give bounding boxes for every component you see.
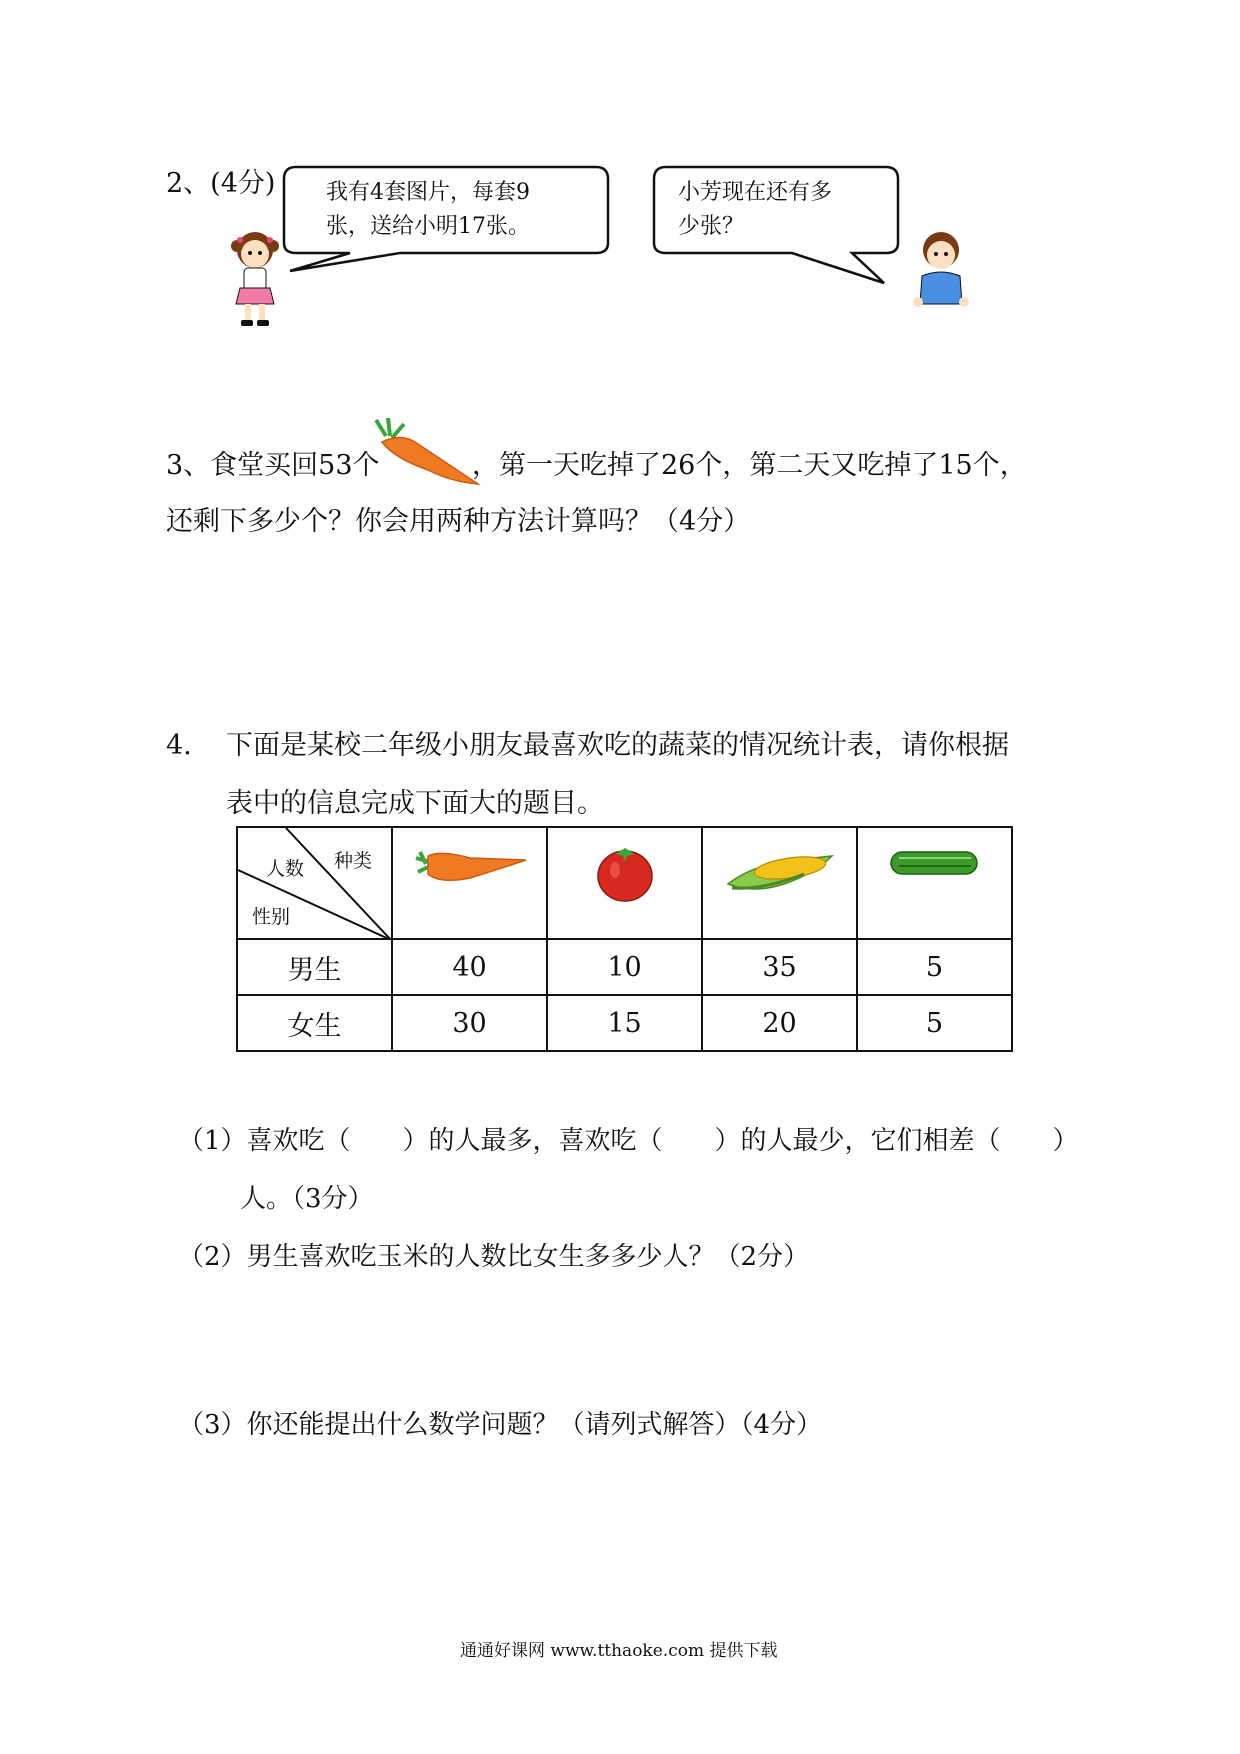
page-footer: 通通好课网 www.tthaoke.com 提供下载: [460, 1641, 778, 1661]
girl-bubble-line1: 我有4套图片，每套9: [326, 180, 530, 205]
q4-line1: 下面是某校二年级小朋友最喜欢吃的蔬菜的情况统计表，请你根据: [226, 730, 1009, 761]
girl-bubble-line2: 张，送给小明17张。: [326, 214, 530, 239]
q4-sub2: （2）男生喜欢吃玉米的人数比女生多多少人？（2分）: [178, 1242, 810, 1272]
q4-sub3: （3）你还能提出什么数学问题？（请列式解答）（4分）: [178, 1410, 823, 1440]
row-label-boys: 男生: [237, 939, 392, 995]
q4-sub1-line2: 人。（3分）: [240, 1184, 374, 1214]
boys-cucumber-value: 5: [857, 939, 1012, 995]
boy-bubble-line2: 少张？: [678, 214, 745, 239]
q3-part1: 3、食堂买回53个: [166, 450, 380, 481]
boy-bubble-line1: 小芳现在还有多: [678, 180, 833, 205]
girls-carrot-value: 30: [392, 995, 547, 1051]
header-cucumber-cell: [857, 827, 1012, 939]
table-header-row: [237, 827, 1012, 939]
tomato-icon: [593, 840, 657, 904]
boys-carrot-value: 40: [392, 939, 547, 995]
girls-cucumber-value: 5: [857, 995, 1012, 1051]
table-row: [237, 995, 1012, 1051]
corn-icon: [724, 844, 836, 900]
girls-corn-value: 20: [702, 995, 857, 1051]
boy-illustration: [910, 228, 972, 312]
corner-middle-label: 人数: [266, 858, 305, 880]
q4-sub1-line1: （1）喜欢吃（ ）的人最多，喜欢吃（ ）的人最少，它们相差（ ）: [178, 1126, 1079, 1156]
carrot-icon: [372, 418, 482, 490]
q4-line2: 表中的信息完成下面大的题目。: [226, 788, 604, 819]
q3-part2: ，第一天吃掉了26个，第二天又吃掉了15个，: [472, 450, 1027, 481]
header-tomato-cell: [547, 827, 702, 939]
q4-number: 4.: [166, 730, 192, 761]
header-corn-cell: [702, 827, 857, 939]
boys-tomato-value: 10: [547, 939, 702, 995]
corner-top-label: 种类: [334, 850, 373, 872]
girl-illustration: [220, 228, 290, 330]
girls-tomato-value: 15: [547, 995, 702, 1051]
q3-line2: 还剩下多少个？你会用两种方法计算吗？（4分）: [166, 506, 751, 537]
corner-bottom-label: 性别: [252, 906, 291, 928]
boys-corn-value: 35: [702, 939, 857, 995]
q2-label: 2、(4分): [166, 168, 276, 199]
vegetable-stats-table: [236, 826, 1013, 1052]
table-corner-cell: [237, 827, 392, 939]
header-carrot-cell: [392, 827, 547, 939]
carrot-icon: [410, 838, 530, 898]
row-label-girls: 女生: [237, 995, 392, 1051]
cucumber-icon: [887, 844, 983, 884]
table-row: [237, 939, 1012, 995]
